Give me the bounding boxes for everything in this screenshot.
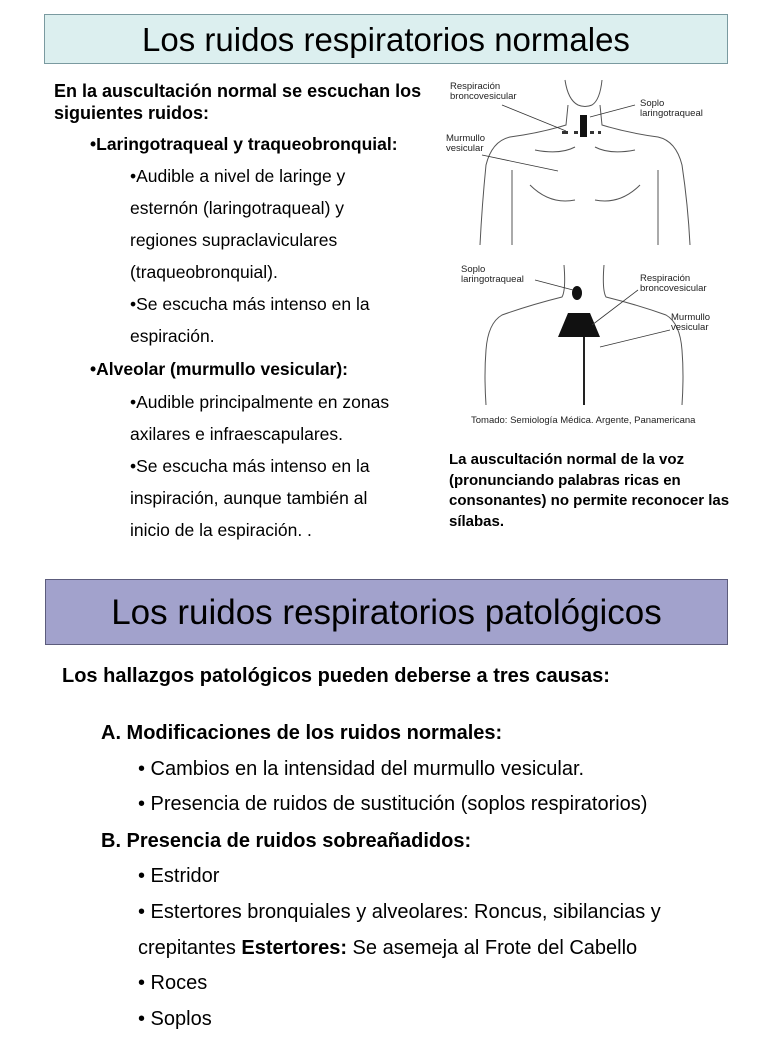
section-b-item-roces: • Roces [138,972,208,994]
slide1-intro: En la auscultación normal se escuchan los siguientes ruidos: [54,81,422,123]
section-b-item-estridor: • Estridor [138,865,220,887]
section-b-item-estertores: • Estertores bronquiales y alveolares: Roncus, sibilancias y [138,901,661,923]
section-a-item: • Cambios en la intensidad del murmullo vesicular. [138,758,585,780]
section-a-heading: A. Modificaciones de los ruidos normales: [101,722,503,744]
estertores-suffix: Se asemeja al Frote del Cabello [347,937,638,959]
laringotraqueal-heading: •Laringotraqueal y traqueobronquial: [90,134,398,154]
fig-label-murmullo-bottom: Murmullo vesicular [671,312,711,333]
fig-label-soplo-bottom: Soplo laringotraqueal [461,264,524,285]
fig-label-soplo: Soplo laringotraqueal [640,98,703,119]
fig-label-murmullo: Murmullo vesicular [446,133,486,154]
fig-label-respiracion: Respiración broncovesicular [450,81,517,102]
item1-line: esternón (laringotraqueal) y [130,198,345,218]
auscultation-figure [440,75,730,435]
figure-caption: La auscultación normal de la voz (pronunciando palabras ricas en consonantes) no permite reconocer las sílabas. [449,451,730,530]
torso-illustration [440,75,730,435]
trachea-marker [580,115,587,137]
section-a-item: • Presencia de ruidos de sustitución (soplos respiratorios) [138,793,648,815]
section-b-item-estertores-cont [138,930,637,966]
slide2-intro: Los hallazgos patológicos pueden deberse a tres causas: [62,665,610,687]
item1-line: regiones supraclaviculares [130,230,338,250]
item1-line: espiración. [130,326,215,346]
item1-line: (traqueobronquial). [130,262,278,282]
item1-line: •Audible a nivel de laringe y [130,166,346,186]
estertores-bold: Estertores: [241,937,347,959]
item2-line: •Se escucha más intenso en la [130,456,370,476]
item2-line: •Audible principalmente en zonas [130,392,390,412]
item2-line: axilares e infraescapulares. [130,424,344,444]
slide2-title: Los ruidos respiratorios patológicos [45,579,728,645]
alveolar-heading: •Alveolar (murmullo vesicular): [90,359,349,379]
estertores-prefix: crepitantes [138,937,242,959]
item1-line: •Se escucha más intenso en la [130,294,370,314]
item2-line: inspiración, aunque también al [130,488,368,508]
item2-line: inicio de la espiración. . [130,520,312,540]
section-b-item-soplos: • Soplos [138,1008,212,1030]
larynx-marker [572,286,582,300]
section-b-heading: B. Presencia de ruidos sobreañadidos: [101,830,472,852]
figure-source: Tomado: Semiología Médica. Argente, Panamericana [471,415,696,426]
sternum-marker [558,313,600,337]
slide1-title: Los ruidos respiratorios normales [44,14,728,64]
fig-label-respiracion-bottom: Respiración broncovesicular [640,273,707,294]
